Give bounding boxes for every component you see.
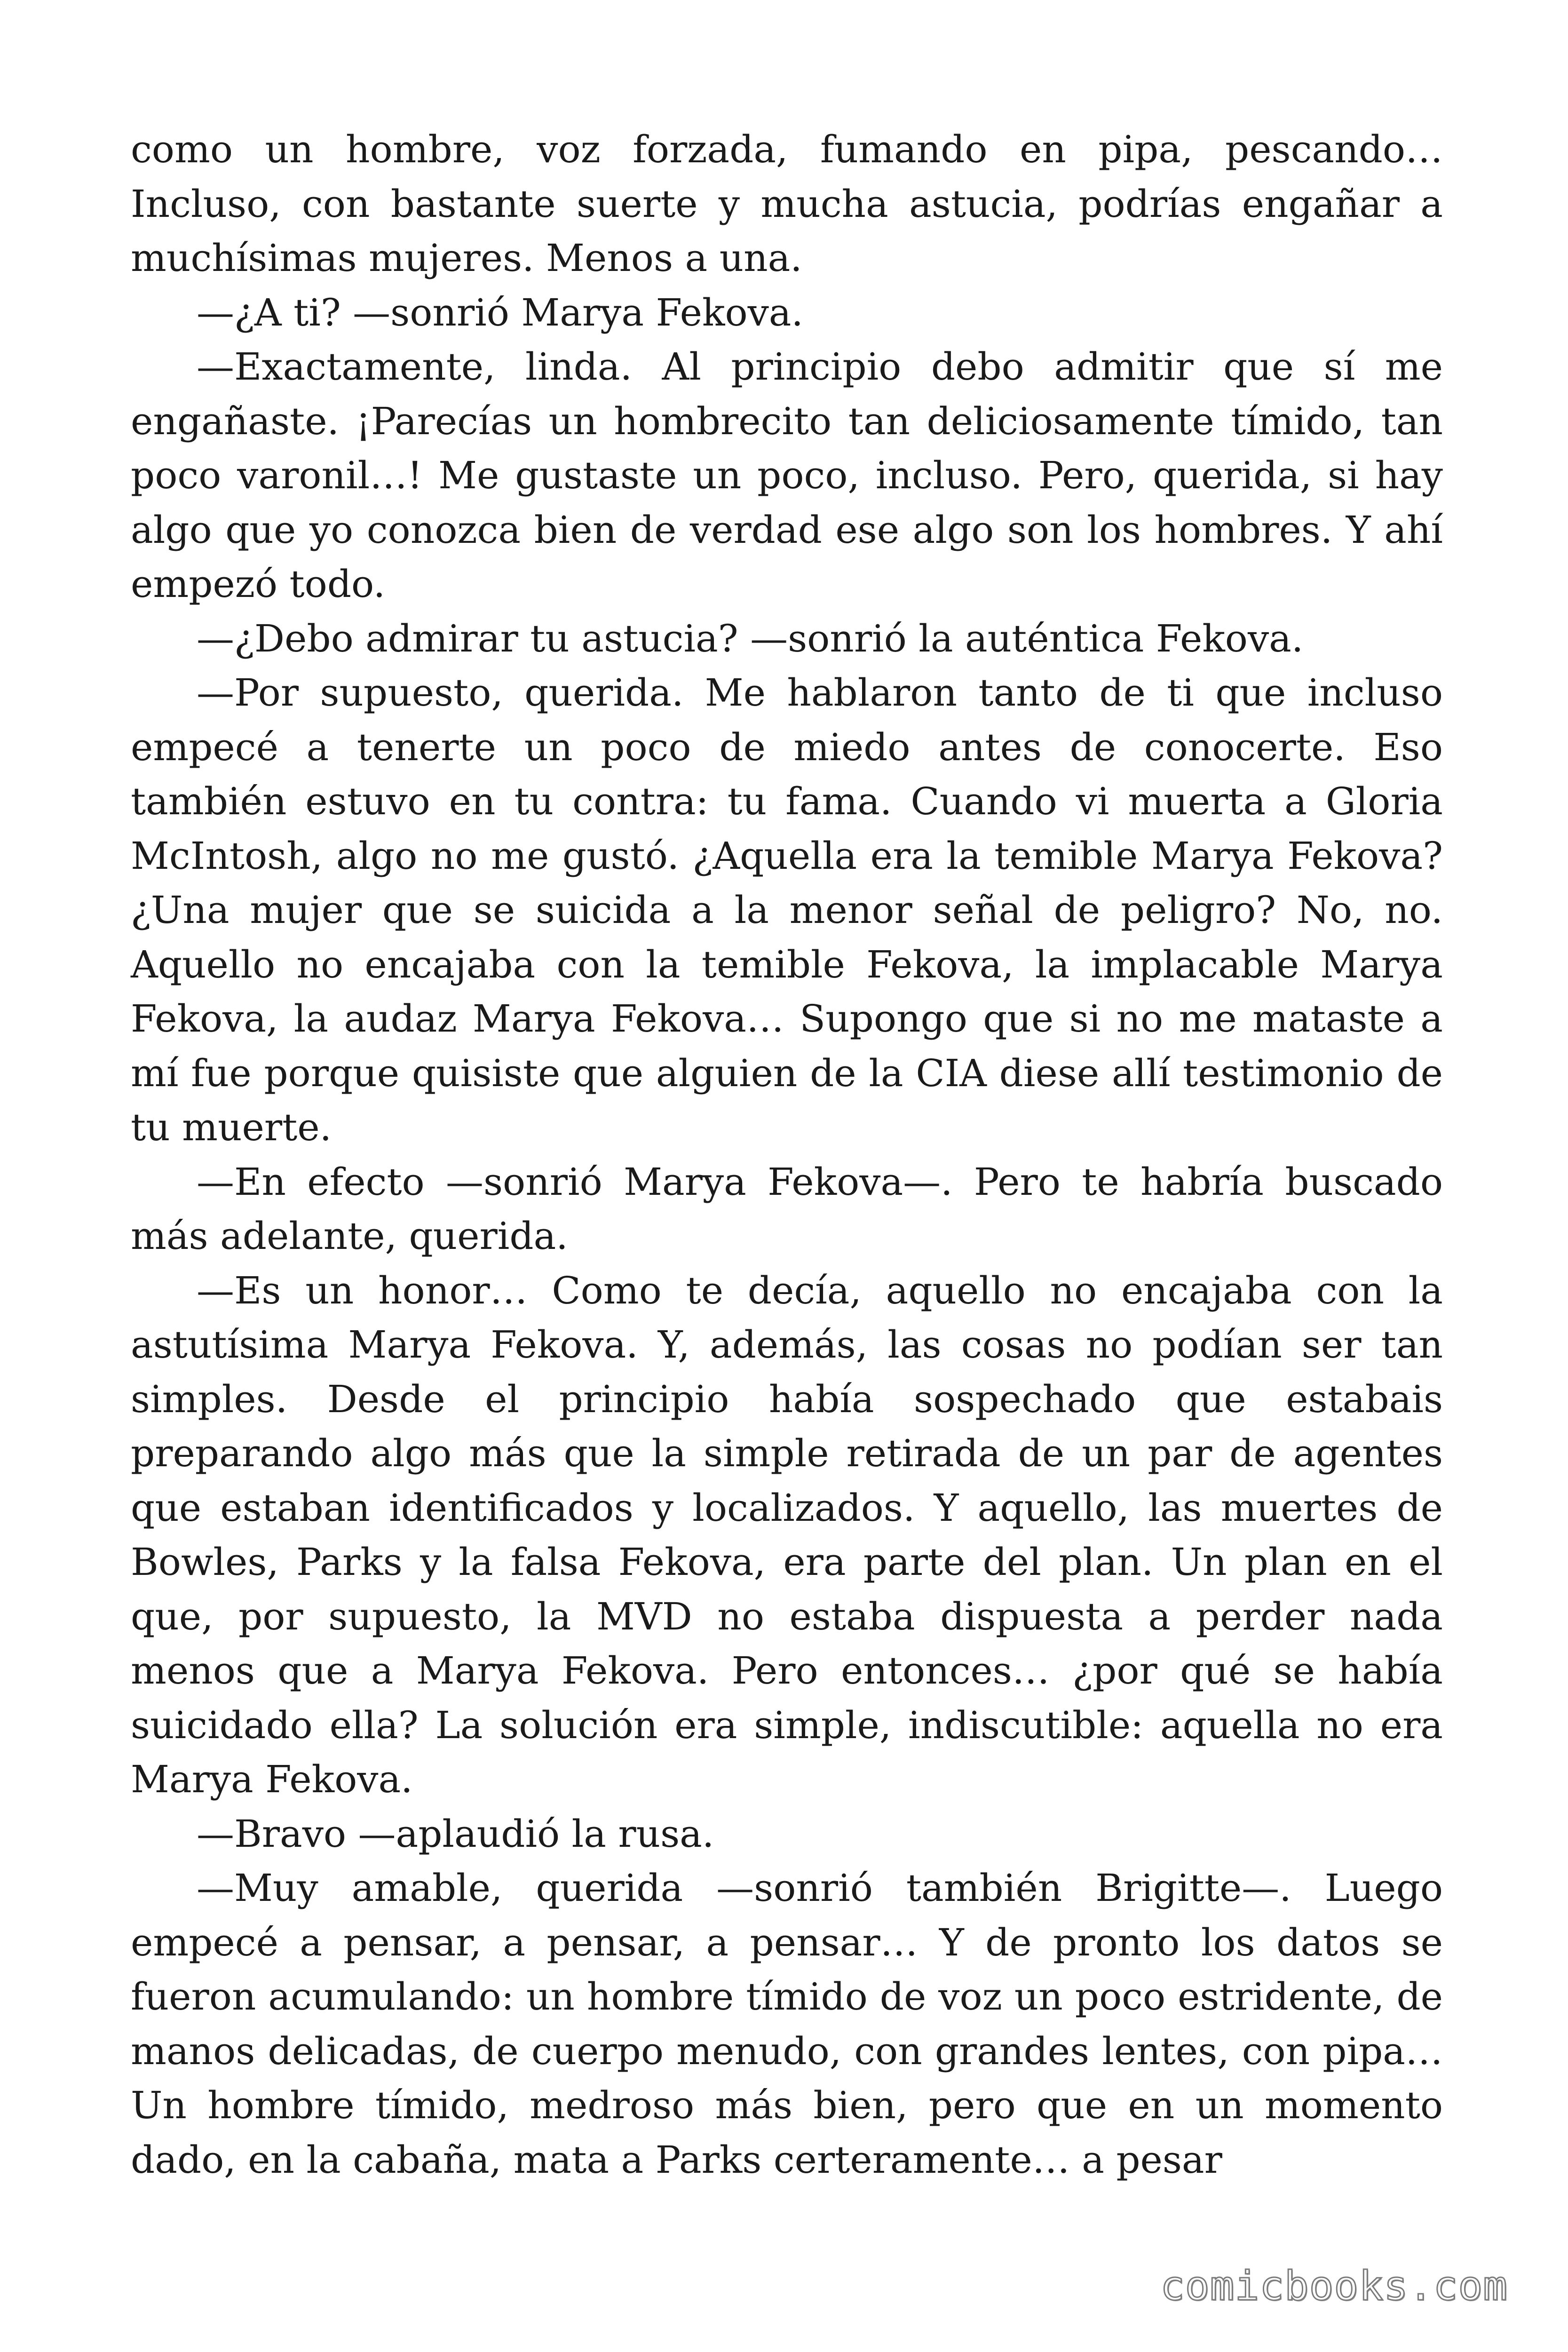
paragraph-4: —¿Debo admirar tu astucia? —sonrió la auténtica Fekova.	[197, 616, 1304, 660]
watermark-text: comicbooks.com	[1160, 2263, 1508, 2310]
paragraph-2: —¿A ti? —sonrió Marya Fekova.	[197, 290, 803, 334]
paragraph-9: —Muy amable, querida —sonrió también Brigitte—. Luego empecé a pensar, a pensar, a pensar… Y de pronto los datos se fueron acumulando: un hombre tímido de voz un poco estridente, de manos delicadas, de cuerpo menudo, con grandes lentes, con pipa… Un hombre tímido, medroso más bien, pero que en un momento dado, en la cabaña, mata a Parks certeramente… a pesar	[131, 1866, 1443, 2182]
paragraph-1: como un hombre, voz forzada, fumando en pipa, pescando… Incluso, con bastante suerte y mucha astucia, podrías engañar a muchísimas mujeres. Menos a una.	[131, 127, 1443, 280]
body-text	[131, 122, 1443, 2187]
paragraph-8: —Bravo —aplaudió la rusa.	[197, 1812, 714, 1856]
paragraph-5: —Por supuesto, querida. Me hablaron tanto de ti que incluso empecé a tenerte un poco de miedo antes de conocerte. Eso también estuvo en tu contra: tu fama. Cuando vi muerta a Gloria McIntosh, algo no me gustó. ¿Aquella era la temible Marya Fekova? ¿Una mujer que se suicida a la menor señal de peligro? No, no. Aquello no encajaba con la temible Fekova, la implacable Marya Fekova, la audaz Marya Fekova… Supongo que si no me mataste a mí fue porque quisiste que alguien de la CIA diese allí testimonio de tu muerte.	[131, 671, 1443, 1149]
paragraph-7: —Es un honor… Como te decía, aquello no encajaba con la astutísima Marya Fekova. Y, además, las cosas no podían ser tan simples. Desde el principio había sospechado que estabais preparando algo más que la simple retirada de un par de agentes que estaban identificados y localizados. Y aquello, las muertes de Bowles, Parks y la falsa Fekova, era parte del plan. Un plan en el que, por supuesto, la MVD no estaba dispuesta a perder nada menos que a Marya Fekova. Pero entonces… ¿por qué se había suicidado ella? La solución era simple, indiscutible: aquella no era Marya Fekova.	[131, 1268, 1443, 1801]
paragraph-3: —Exactamente, linda. Al principio debo admitir que sí me engañaste. ¡Parecías un hombrecito tan deliciosamente tímido, tan poco varonil…! Me gustaste un poco, incluso. Pero, querida, si hay algo que yo conozca bien de verdad ese algo son los hombres. Y ahí empezó todo.	[131, 345, 1443, 606]
paragraph-6: —En efecto —sonrió Marya Fekova—. Pero te habría buscado más adelante, querida.	[131, 1160, 1443, 1258]
